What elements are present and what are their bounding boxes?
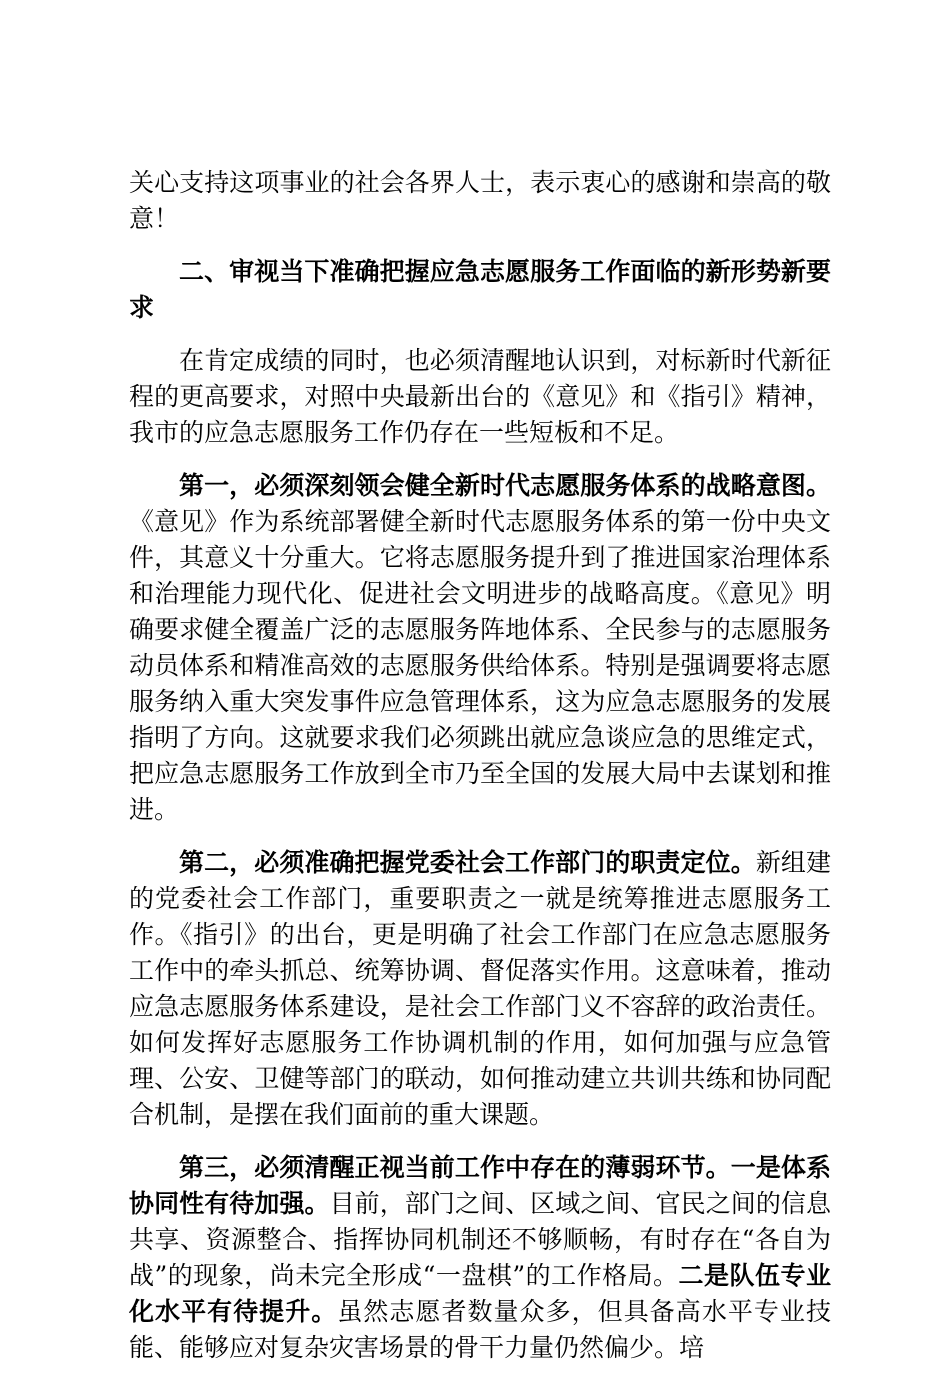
point-1-lead: 第一，必须深刻领会健全新时代志愿服务体系的战略意图。 — [179, 471, 831, 500]
section-heading-2 — [129, 254, 831, 326]
point-3-sub-1-text: 目前，部门之间、区域之间、官民之间的信息共享、资源整合、指挥协同机制还不够顺畅，有时存在“各自为战”的现象，尚未完全形成“一盘棋”的工作格局。 — [129, 1189, 831, 1290]
point-2-lead: 第二，必须准确把握党委社会工作部门的职责定位。 — [179, 848, 756, 877]
section-heading-text: 二、审视当下准确把握应急志愿服务工作面临的新形势新要求 — [129, 257, 831, 322]
paragraph-point-2 — [129, 845, 831, 1133]
paragraph-intro — [129, 343, 831, 451]
document-body — [129, 165, 831, 1383]
point-3-sub-2-text: 虽然志愿者数量众多，但具备高水平专业技能、能够应对复杂灾害场景的骨干力量仍然偏少。培 — [129, 1297, 831, 1362]
paragraph-point-3 — [129, 1150, 831, 1366]
paragraph-text: 在肯定成绩的同时，也必须清醒地认识到，对标新时代新征程的更高要求，对照中央最新出台的《意见》和《指引》精神，我市的应急志愿服务工作仍存在一些短板和不足。 — [129, 346, 831, 447]
point-3-sub-1-lead: 一是体系协同性有待加强。 — [129, 1153, 831, 1218]
point-2-text: 新组建的党委社会工作部门，重要职责之一就是统筹推进志愿服务工作。《指引》的出台，更是明确了社会工作部门在应急志愿服务工作中的牵头抓总、统筹协调、督促落实作用。这意味着，推动应急志愿服务体系建设，是社会工作部门义不容辞的政治责任。如何发挥好志愿服务工作协调机制的作用，如何加强与应急管理、公安、卫健等部门的联动，如何推动建立共训共练和协同配合机制，是摆在我们面前的重大课题。 — [129, 848, 831, 1129]
paragraph-closing-thanks — [129, 165, 831, 237]
point-3-lead: 第三，必须清醒正视当前工作中存在的薄弱环节。 — [179, 1153, 731, 1182]
paragraph-text: 关心支持这项事业的社会各界人士，表示衷心的感谢和崇高的敬意！ — [129, 168, 831, 233]
paragraph-point-1 — [129, 468, 831, 828]
point-1-text: 《意见》作为系统部署健全新时代志愿服务体系的第一份中央文件，其意义十分重大。它将志愿服务提升到了推进国家治理体系和治理能力现代化、促进社会文明进步的战略高度。《意见》明确要求健全覆盖广泛的志愿服务阵地体系、全民参与的志愿服务动员体系和精准高效的志愿服务供给体系。特别是强调要将志愿服务纳入重大突发事件应急管理体系，这为应急志愿服务的发展指明了方向。这就要求我们必须跳出就应急谈应急的思维定式，把应急志愿服务工作放到全市乃至全国的发展大局中去谋划和推进。 — [129, 507, 831, 824]
point-3-sub-2-lead: 二是队伍专业化水平有待提升。 — [129, 1261, 831, 1326]
